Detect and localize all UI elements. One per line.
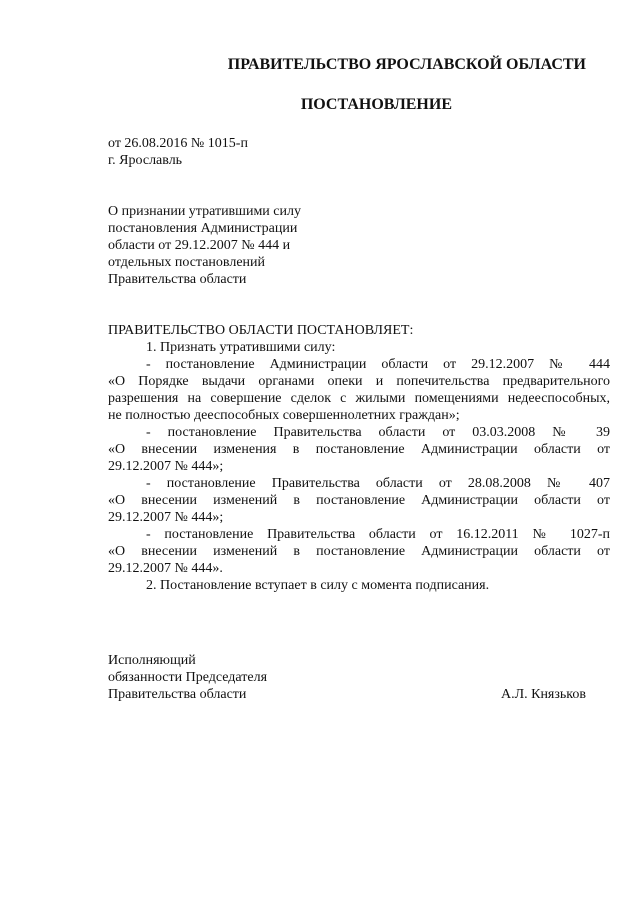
sub-item-1-line: - постановление Администрации области от 29.12.2007 № 444: [146, 357, 610, 372]
city: г. Ярославль: [108, 153, 183, 168]
subject-line: постановления Администрации: [108, 221, 298, 236]
subject-block: [108, 203, 301, 288]
signature-row: [108, 686, 586, 703]
subject-line: области от 29.12.2007 № 444 и: [108, 238, 291, 253]
date-number: от 26.08.2016 № 1015-п: [108, 136, 248, 151]
sub-item-4-line: - постановление Правительства области от 16.12.2011 № 1027-п: [146, 527, 610, 542]
sub-item-4-line: 29.12.2007 № 444».: [108, 561, 223, 576]
sub-item-2-line: 29.12.2007 № 444»;: [108, 459, 224, 474]
preamble: ПРАВИТЕЛЬСТВО ОБЛАСТИ ПОСТАНОВЛЯЕТ:: [108, 323, 414, 338]
signatory-title-line: Исполняющий: [108, 653, 196, 668]
signature-block: [108, 652, 586, 703]
document-type-title: ПОСТАНОВЛЕНИЕ: [300, 96, 452, 113]
sub-item-3-line: - постановление Правительства области от 28.08.2008 № 407: [146, 476, 610, 491]
subject-line: Правительства области: [108, 272, 247, 287]
signatory-title-line: обязанности Председателя: [108, 670, 268, 685]
sub-item-1-line: «О Порядке выдачи органами опеки и попечительства предварительного: [108, 374, 610, 389]
government-title: ПРАВИТЕЛЬСТВО ЯРОСЛАВСКОЙ ОБЛАСТИ: [227, 56, 586, 73]
document-body: [108, 322, 610, 594]
signatory-title-line: Правительства области: [108, 687, 247, 702]
item-2: 2. Постановление вступает в силу с момента подписания.: [146, 578, 490, 593]
sub-item-3-line: «О внесении изменений в постановление Администрации области от: [108, 493, 610, 508]
sub-item-2-line: «О внесении изменения в постановление Администрации области от: [108, 442, 610, 457]
signatory-name: А.Л. Князьков: [501, 687, 586, 702]
item-1: 1. Признать утратившими силу:: [146, 340, 336, 355]
sub-item-3-line: 29.12.2007 № 444»;: [108, 510, 224, 525]
sub-item-1-line: не полностью дееспособных совершеннолетних граждан»;: [108, 408, 460, 423]
sub-item-1-line: разрешения на совершение сделок с жилыми помещениями недееспособных,: [108, 391, 610, 406]
subject-line: отдельных постановлений: [108, 255, 266, 270]
sub-item-4-line: «О внесении изменений в постановление Администрации области от: [108, 544, 610, 559]
sub-item-2-line: - постановление Правительства области от 03.03.2008 № 39: [146, 425, 610, 440]
subject-line: О признании утратившими силу: [108, 204, 301, 219]
